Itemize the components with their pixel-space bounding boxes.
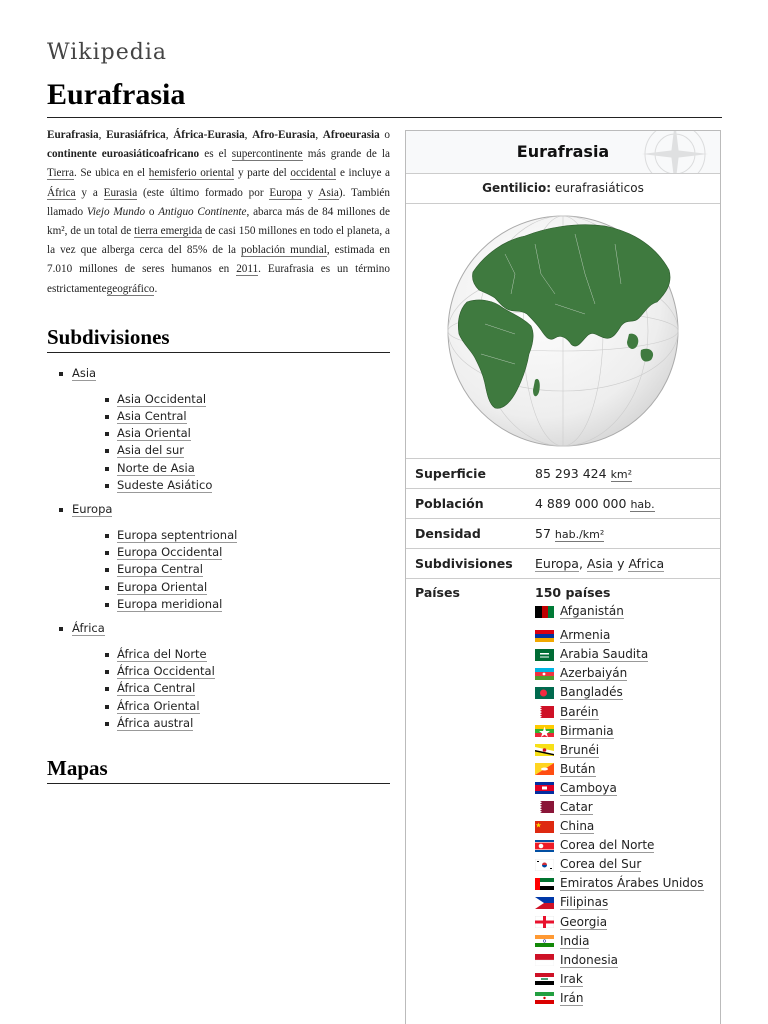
country-link[interactable]: Corea del Sur: [560, 857, 642, 872]
region-link[interactable]: África del Norte: [117, 647, 207, 662]
region-link[interactable]: Europa septentrional: [117, 528, 238, 543]
country-link[interactable]: Bután: [560, 761, 596, 776]
gentilicio-label: Gentilicio:: [482, 181, 552, 195]
region-link[interactable]: Asia del sur: [117, 443, 184, 458]
row-value: [535, 556, 720, 571]
country-link[interactable]: Arabia Saudita: [560, 647, 649, 662]
unit-link[interactable]: hab.: [630, 498, 655, 511]
list-item: [72, 680, 390, 697]
row-label: Subdivisiones: [415, 556, 513, 571]
region-link[interactable]: África austral: [117, 715, 194, 730]
list-item: [535, 779, 720, 798]
infobox-title-text: Eurafrasia: [516, 142, 610, 161]
infobox-row-superficie: [406, 459, 720, 489]
subdivision-link-asia[interactable]: Asia: [72, 365, 97, 380]
bahrain-flag-icon: [535, 706, 554, 718]
region-link[interactable]: Europa meridional: [117, 596, 223, 611]
intro-text: ,: [165, 129, 174, 141]
poblacion-value: 4 889 000 000: [535, 496, 627, 511]
intro-text: es el: [199, 148, 232, 161]
bhutan-flag-icon: [535, 763, 554, 775]
country-link[interactable]: Afganistán: [560, 604, 624, 619]
row-label: Población: [415, 496, 484, 511]
list-item: [535, 817, 720, 836]
list-item: [47, 365, 390, 494]
region-link[interactable]: África Oriental: [117, 698, 200, 713]
list-item: [535, 798, 720, 817]
infobox-gentilicio: [406, 174, 720, 204]
link-europa[interactable]: Europa: [269, 186, 302, 199]
intro-text: (este último formado por: [137, 186, 270, 199]
sub-list: [72, 527, 390, 613]
intro-bold-term: Afroeurasia: [322, 129, 380, 141]
intro-bold-term: Eurasiáfrica: [106, 129, 166, 141]
intro-italic-term: Viejo Mundo: [86, 205, 146, 218]
bangladesh-flag-icon: [535, 687, 554, 699]
country-link[interactable]: Baréin: [560, 704, 599, 719]
sub-list: [72, 391, 390, 494]
indonesia-flag-icon: [535, 954, 554, 966]
list-item: [72, 698, 390, 715]
country-link[interactable]: Brunéi: [560, 742, 600, 757]
list-item: [72, 715, 390, 732]
link-asia[interactable]: Asia: [318, 186, 339, 199]
intro-text: o: [145, 205, 159, 218]
list-item: [535, 855, 720, 874]
iraq-flag-icon: [535, 973, 554, 985]
compass-rose-icon: [640, 131, 710, 174]
country-link[interactable]: Emiratos Árabes Unidos: [560, 876, 704, 891]
infobox-title: [406, 131, 720, 174]
list-item: [72, 544, 390, 561]
brunei-flag-icon: [535, 744, 554, 756]
list-item: [72, 460, 390, 477]
intro-text: ). También llamado: [47, 186, 390, 218]
row-label: Países: [415, 585, 460, 600]
region-link[interactable]: Europa Occidental: [117, 545, 223, 560]
link-poblacion-mundial[interactable]: población mundial: [241, 244, 327, 257]
intro-text: y a: [75, 186, 104, 199]
intro-bold-term: África-Eurasia: [173, 129, 245, 141]
country-link[interactable]: Armenia: [560, 628, 611, 643]
intro-text: y: [301, 186, 319, 199]
list-item: [535, 893, 720, 912]
superficie-value: 85 293 424: [535, 466, 607, 481]
list-item: [72, 596, 390, 613]
country-count: 150 países: [535, 585, 611, 600]
subdivision-link-africa[interactable]: África: [72, 621, 105, 636]
list-item: [72, 561, 390, 578]
separator: ,: [578, 556, 587, 571]
list-item: [535, 722, 720, 741]
row-label: Densidad: [415, 526, 481, 541]
intro-bold-term: Eurafrasia: [47, 129, 99, 141]
intro-text: , abarca más de 84 millones de km², de un total de: [47, 205, 390, 238]
country-link[interactable]: India: [560, 933, 590, 948]
azerbaijan-flag-icon: [535, 668, 554, 680]
link-2011[interactable]: 2011: [236, 263, 259, 276]
myanmar-flag-icon: [535, 725, 554, 737]
list-item: [535, 989, 720, 1008]
list-item: [535, 874, 720, 893]
intro-text: y parte del: [234, 167, 291, 180]
list-item: [72, 527, 390, 544]
list-item: [535, 702, 720, 721]
row-value: [535, 466, 720, 481]
infobox-row-subdivisiones: [406, 549, 720, 579]
list-item: [47, 620, 390, 732]
unit-link[interactable]: km²: [610, 468, 633, 481]
intro-text: . Se ubica en el: [73, 167, 149, 180]
list-item: [72, 425, 390, 442]
globe-map[interactable]: [406, 204, 720, 459]
country-link[interactable]: Birmania: [560, 723, 614, 738]
row-value: [535, 526, 720, 541]
link-africa[interactable]: Africa: [628, 556, 665, 571]
list-item: [535, 970, 720, 989]
gentilicio-value: eurafrasiáticos: [554, 181, 644, 195]
list-item: [535, 626, 720, 645]
densidad-value: 57: [535, 526, 551, 541]
country-link[interactable]: Indonesia: [560, 952, 619, 967]
page-title: Eurafrasia: [47, 78, 186, 111]
list-item: [535, 836, 720, 855]
country-link[interactable]: Irán: [560, 990, 584, 1005]
list-item: [535, 664, 720, 683]
intro-bold-term: continente euroasiáticoafricano: [47, 148, 200, 161]
separator: y: [613, 556, 629, 571]
intro-italic-term: Antiguo Continente: [158, 205, 247, 218]
list-item: [535, 913, 720, 932]
row-label: Superficie: [415, 466, 486, 481]
region-link[interactable]: Europa Central: [117, 562, 203, 577]
link-occidental[interactable]: occidental: [290, 167, 337, 180]
list-item: [535, 760, 720, 779]
link-asia[interactable]: Asia: [586, 556, 614, 571]
south-korea-flag-icon: [535, 859, 554, 871]
region-link[interactable]: Sudeste Asiático: [117, 477, 213, 492]
region-link[interactable]: Asia Central: [117, 409, 187, 424]
region-link[interactable]: Europa Oriental: [117, 579, 208, 594]
intro-text: ,: [244, 129, 253, 141]
wikipedia-wordmark[interactable]: Wikipedia: [47, 40, 167, 65]
country-link[interactable]: Irak: [560, 971, 583, 986]
infobox-row-paises: [406, 579, 720, 1008]
north-korea-flag-icon: [535, 840, 554, 852]
link-geografico[interactable]: geográfico: [106, 282, 155, 295]
intro-text: , estimada en 7.010 millones de seres humanos en: [47, 244, 390, 276]
saudi-arabia-flag-icon: [535, 649, 554, 661]
list-item: [535, 602, 720, 621]
list-item: [72, 391, 390, 408]
intro-text: de casi 150 millones en todo el planeta, a la vez que alberga cerca del 85% de la: [47, 225, 390, 257]
list-item: [535, 645, 720, 664]
sub-list: [72, 646, 390, 732]
section-heading-subdivisiones: Subdivisiones: [47, 325, 390, 353]
link-europa[interactable]: Europa: [535, 556, 579, 571]
row-value: [535, 496, 720, 511]
country-list: [535, 585, 720, 1008]
india-flag-icon: [535, 935, 554, 947]
link-africa[interactable]: África: [47, 186, 76, 199]
intro-text: . Eurafrasia es un término estrictamente: [47, 263, 390, 295]
unit-link[interactable]: hab./km²: [554, 528, 605, 541]
list-item: [72, 646, 390, 663]
link-supercontinente[interactable]: supercontinente: [231, 148, 303, 161]
link-hemisferio-oriental[interactable]: hemisferio oriental: [148, 167, 235, 180]
list-item: [72, 442, 390, 459]
georgia-flag-icon: [535, 916, 554, 928]
subdivision-link-europa[interactable]: Europa: [72, 502, 113, 517]
subdivisions-list: [47, 365, 390, 732]
link-tierra-emergida[interactable]: tierra emergida: [134, 225, 203, 238]
infobox-row-densidad: [406, 519, 720, 549]
country-link[interactable]: Catar: [560, 799, 593, 814]
philippines-flag-icon: [535, 897, 554, 909]
list-item: [535, 741, 720, 760]
list-item: [72, 477, 390, 494]
intro-text: ,: [315, 129, 323, 141]
intro-text: ,: [98, 129, 107, 141]
country-link[interactable]: Camboya: [560, 780, 617, 795]
infobox: [405, 130, 721, 1024]
region-link[interactable]: Asia Occidental: [117, 391, 207, 406]
region-link[interactable]: África Central: [117, 681, 196, 696]
cambodia-flag-icon: [535, 782, 554, 794]
intro-text: o: [379, 129, 391, 141]
intro-paragraph: [47, 126, 390, 299]
country-link[interactable]: Georgia: [560, 914, 608, 929]
article-content: [47, 126, 390, 784]
region-link[interactable]: Asia Oriental: [117, 426, 191, 441]
list-item: [535, 951, 720, 970]
list-item: [72, 663, 390, 680]
intro-text: .: [154, 282, 158, 295]
armenia-flag-icon: [535, 630, 554, 642]
qatar-flag-icon: [535, 801, 554, 813]
intro-bold-term: Afro-Eurasia: [252, 129, 316, 141]
iran-flag-icon: [535, 992, 554, 1004]
intro-text: más grande de la: [302, 148, 391, 161]
china-flag-icon: [535, 821, 554, 833]
country-link[interactable]: China: [560, 819, 595, 834]
list-item: [535, 683, 720, 702]
uae-flag-icon: [535, 878, 554, 890]
afghanistan-flag-icon: [535, 606, 554, 618]
title-divider: [47, 117, 722, 118]
link-eurasia[interactable]: Eurasia: [103, 186, 138, 199]
infobox-row-poblacion: [406, 489, 720, 519]
list-item: [47, 501, 390, 613]
region-link[interactable]: Norte de Asia: [117, 460, 195, 475]
intro-text: e incluye a: [336, 167, 390, 180]
country-link[interactable]: Corea del Norte: [560, 838, 655, 853]
globe-image: [445, 214, 681, 448]
country-link[interactable]: Bangladés: [560, 685, 623, 700]
list-item: [72, 408, 390, 425]
country-link[interactable]: Azerbaiyán: [560, 666, 628, 681]
section-heading-mapas: Mapas: [47, 756, 390, 784]
list-item: [72, 579, 390, 596]
list-item: [535, 932, 720, 951]
region-link[interactable]: África Occidental: [117, 664, 215, 679]
country-link[interactable]: Filipinas: [560, 895, 609, 910]
link-tierra[interactable]: Tierra: [47, 167, 74, 180]
